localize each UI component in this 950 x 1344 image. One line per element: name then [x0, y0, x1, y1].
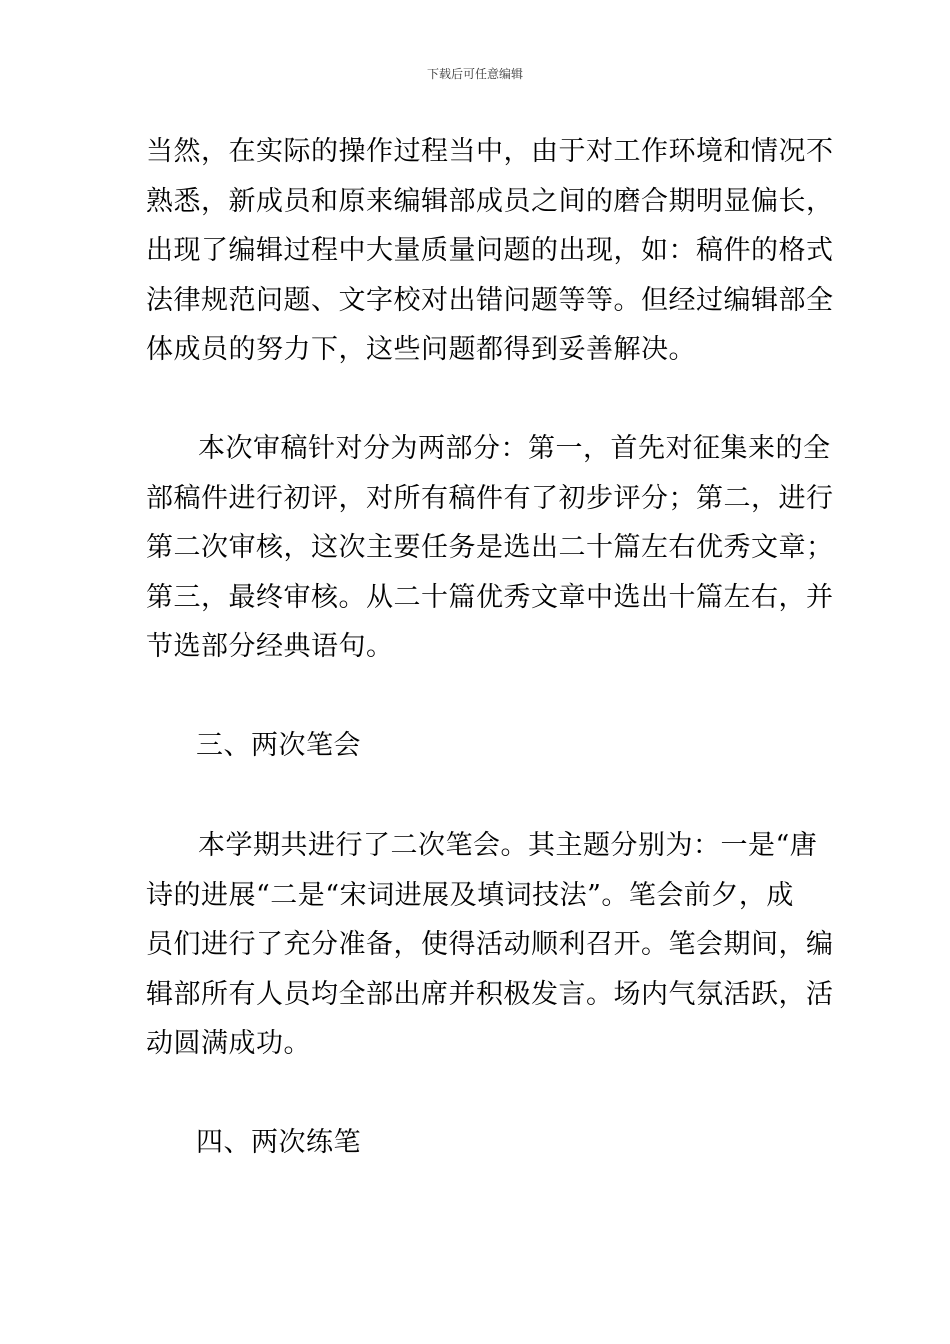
paragraph-line: 法律规范问题、文字校对出错问题等等。但经过编辑部全	[146, 284, 834, 316]
paragraph-1	[146, 127, 834, 375]
paragraph-line: 本学期共进行了二次笔会。其主题分别为：一是“唐	[198, 830, 818, 861]
paragraph-line: 动圆满成功。	[146, 1028, 311, 1059]
paragraph-line: 第三，最终审核。从二十篇优秀文章中选出十篇左右，并	[146, 581, 834, 613]
paragraph-line: 诗的进展“二是“宋词进展及填词技法”。笔会前夕，成	[146, 879, 794, 911]
paragraph-line: 体成员的努力下，这些问题都得到妥善解决。	[146, 334, 696, 365]
section-heading-3: 三、两次笔会	[196, 730, 361, 761]
paragraph-2	[146, 424, 834, 672]
paragraph-line: 节选部分经典语句。	[146, 631, 394, 662]
paragraph-line: 出现了编辑过程中大量质量问题的出现，如：稿件的格式	[146, 235, 834, 266]
paragraph-line: 熟悉，新成员和原来编辑部成员之间的磨合期明显偏长，	[146, 185, 834, 217]
paragraph-line: 本次审稿针对分为两部分：第一，首先对征集来的全	[198, 433, 831, 464]
section-heading-4: 四、两次练笔	[196, 1127, 361, 1158]
paragraph-line: 部稿件进行初评，对所有稿件有了初步评分；第二，进行	[146, 482, 834, 514]
paragraph-line: 辑部所有人员均全部出席并积极发言。场内气氛活跃，活	[146, 978, 834, 1010]
paragraph-3	[146, 821, 834, 1069]
paragraph-line: 第二次审核，这次主要任务是选出二十篇左右优秀文章；	[146, 532, 834, 563]
paragraph-line: 员们进行了充分准备，使得活动顺利召开。笔会期间，编	[146, 929, 834, 960]
paragraph-line: 当然，在实际的操作过程当中，由于对工作环境和情况不	[146, 136, 834, 167]
page-header: 下载后可任意编辑	[426, 67, 523, 81]
